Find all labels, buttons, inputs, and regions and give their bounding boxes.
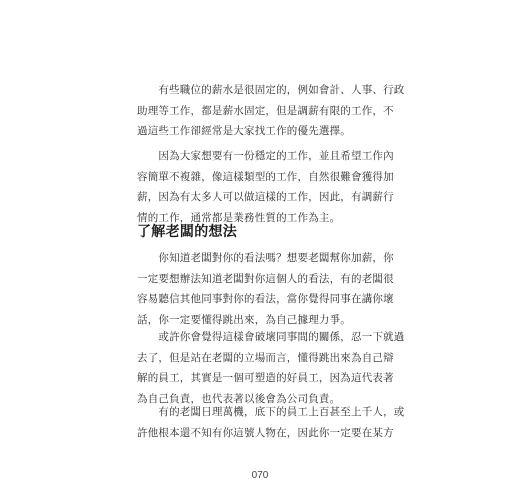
text-line: 過這些工作卻經常是大家找工作的優先選擇。: [137, 125, 351, 137]
text-line: 你知道老闆對你的看法嗎？想要老闆幫你加薪，你: [137, 252, 394, 264]
paragraph-fixed-salary-jobs: [137, 80, 405, 142]
paragraph-busy-boss: [137, 402, 405, 443]
text-line: 話，你一定要懂得跳出來，為自己據理力爭。: [137, 313, 351, 326]
paragraph-stable-work: [137, 146, 395, 228]
text-line: 薪，因為有太多人可以做這樣的工作，因此，有調薪行: [137, 191, 394, 203]
section-heading: 了解老闆的想法: [137, 224, 238, 240]
text-line: 因為大家想要有一份穩定的工作，並且希望工作內: [137, 150, 394, 162]
paragraph-boss-view: [137, 248, 395, 330]
text-line: 去了，但是站在老闆的立場而言，懂得跳出來為自己辯: [137, 351, 394, 364]
text-line: 容易聽信其他同事對你的看法，當你覺得同事在講你壞: [137, 293, 394, 305]
text-line: 有的老闆日理萬機，底下的員工上百甚至上千人，或: [137, 406, 405, 418]
text-line: 一定要想辦法知道老闆對你這個人的看法，有的老闆很: [137, 272, 394, 285]
text-line: 許他根本還不知有你這號人物在，因此你一定要在某方: [137, 426, 394, 439]
text-line: 或許你會覺得這樣會破壞同事間的關係，忍一下就過: [137, 331, 405, 343]
text-line: 助理等工作，都是薪水固定，但是調薪有限的工作，不: [137, 104, 394, 117]
text-line: 解的員工，其實是一個可塑造的好員工，因為這代表著: [137, 372, 394, 384]
text-line: 容簡單不複雜，像這樣類型的工作，自然很難會獲得加: [137, 170, 394, 183]
text-line: 情的工作，通常都是業務性質的工作為主。: [137, 211, 341, 224]
page-number: 070: [251, 470, 269, 481]
text-line: 有些職位的薪水是很固定的，例如會計、人事、行政: [137, 84, 405, 96]
text-line: 為自己負責，也代表著以後會為公司負責。: [137, 392, 341, 405]
paragraph-colleague-relations: [137, 327, 405, 409]
